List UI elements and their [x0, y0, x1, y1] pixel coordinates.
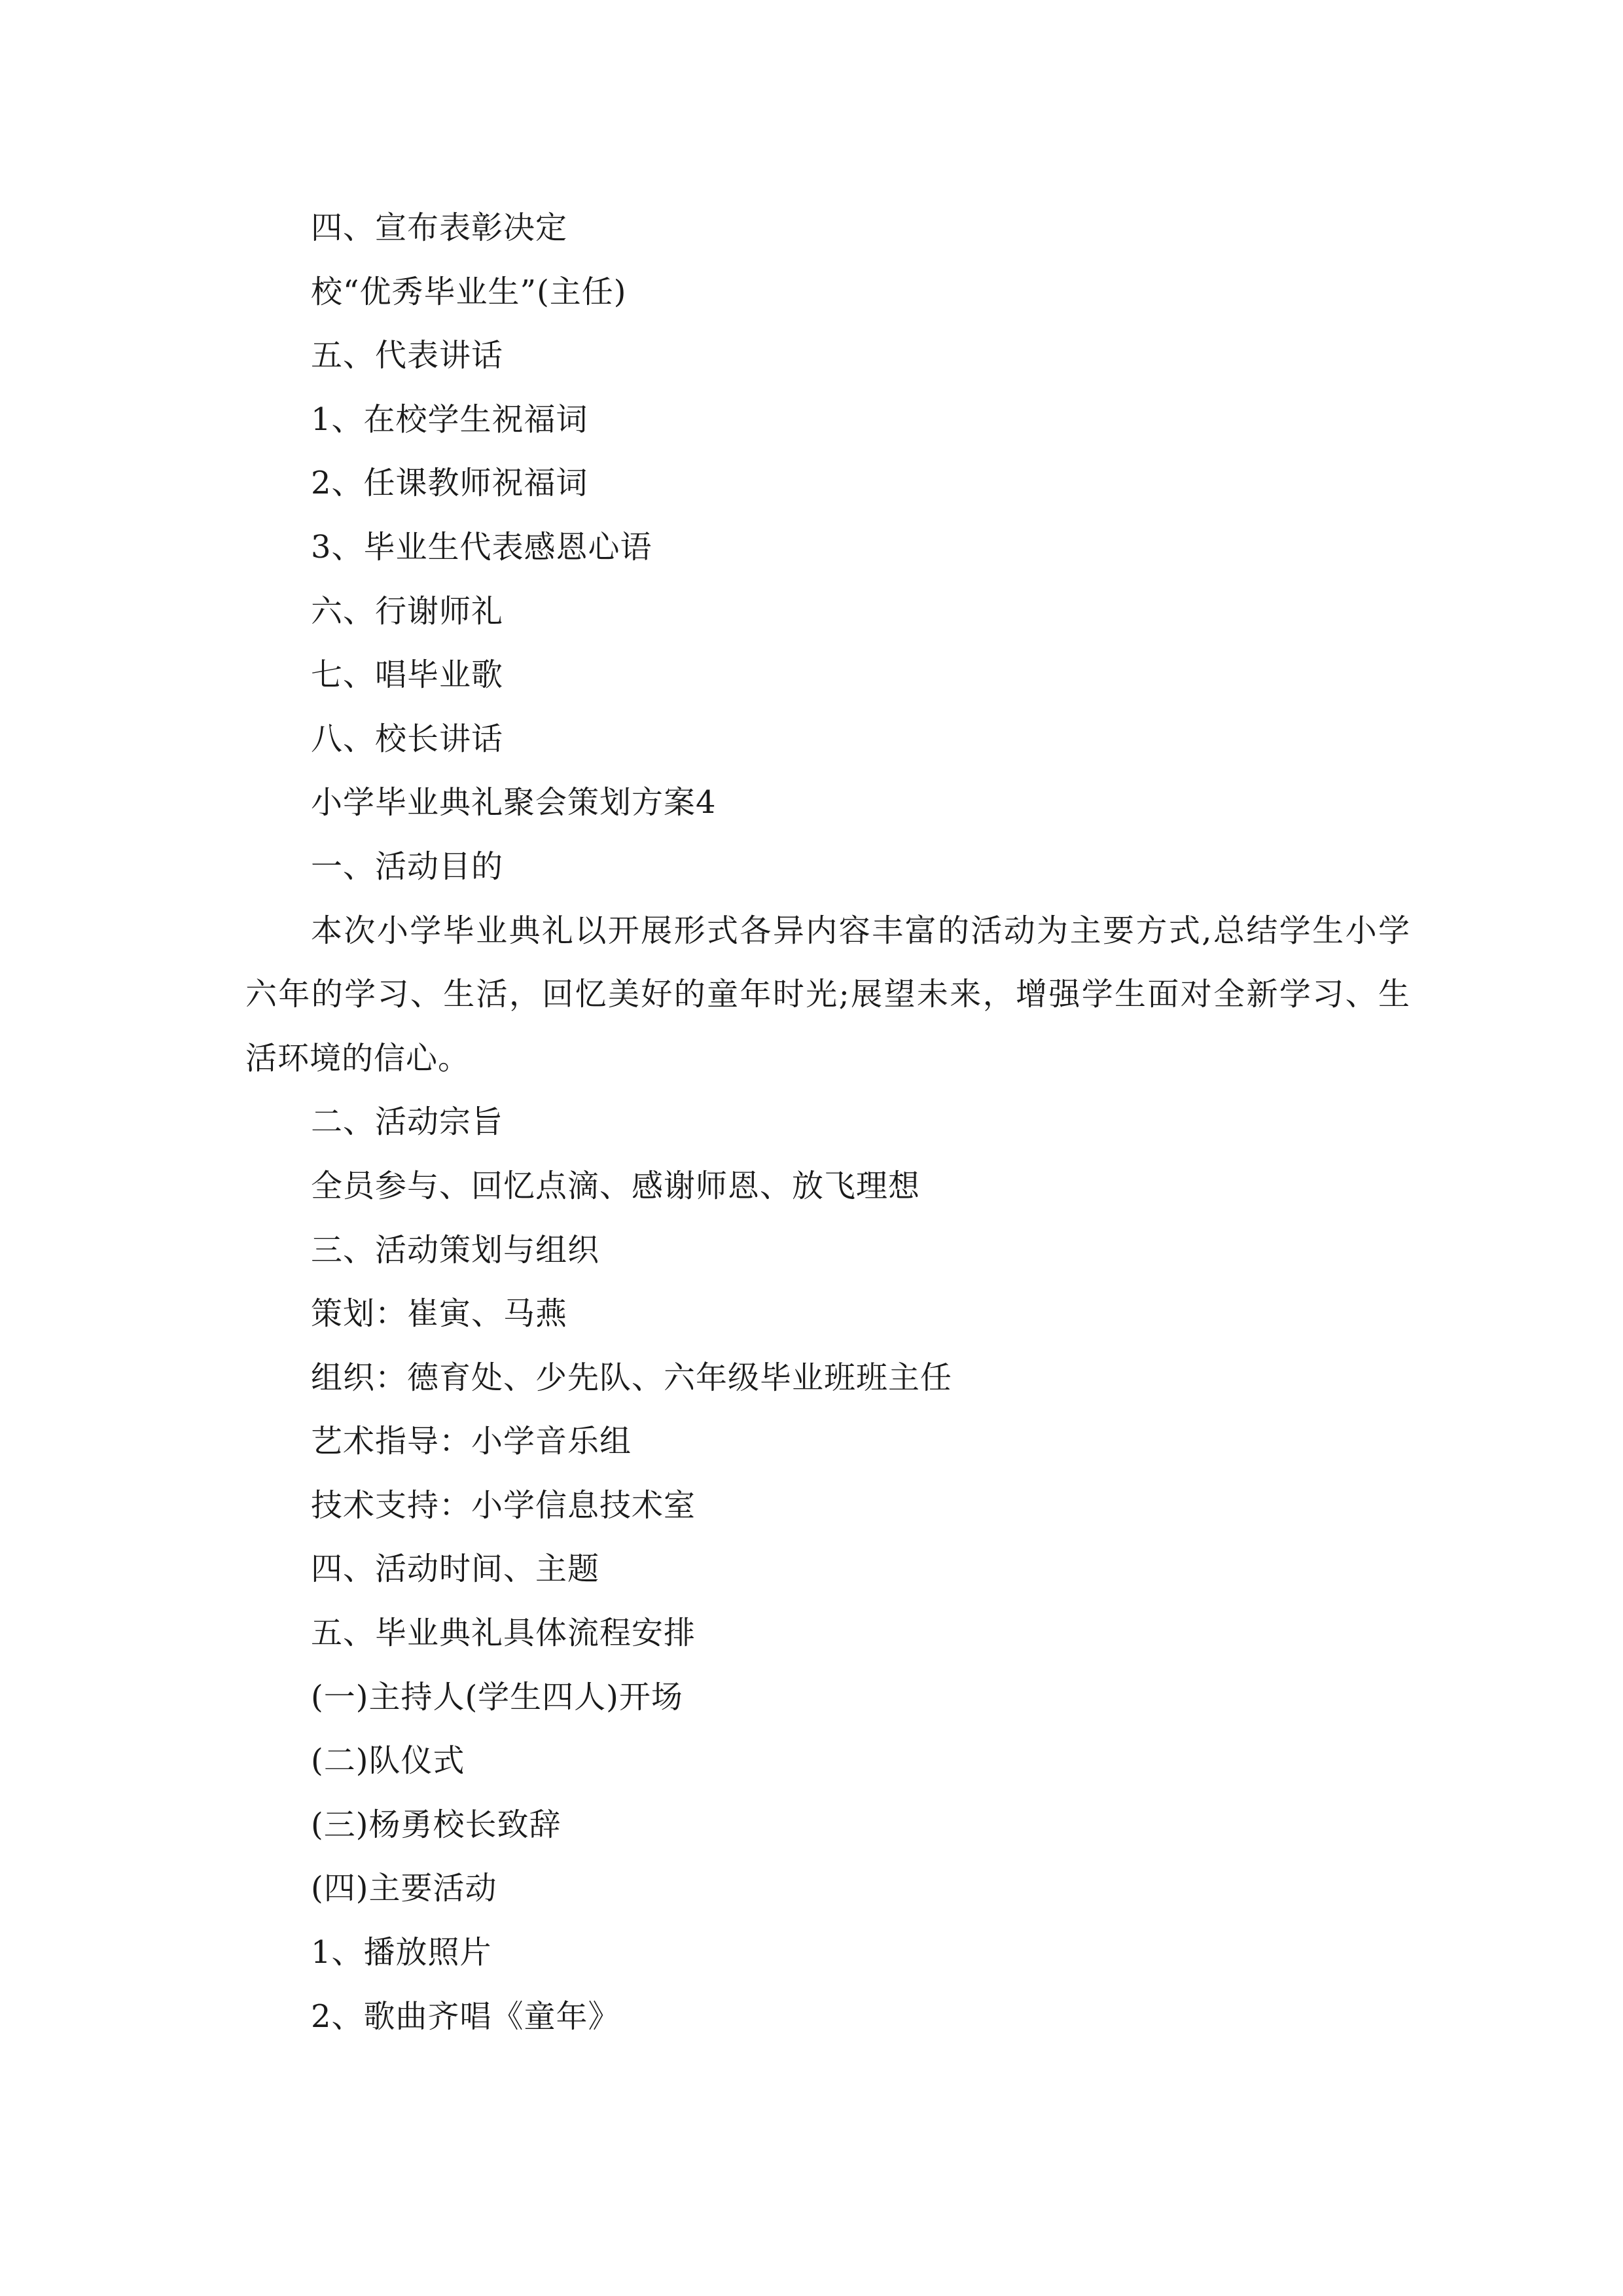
planning-item: 艺术指导：小学音乐组: [311, 1423, 632, 1460]
procedure-item: (一)主持人(学生四人)开场: [311, 1678, 683, 1715]
section-heading-announce-awards: 四、宣布表彰决定: [311, 209, 568, 246]
procedure-item: (三)杨勇校长致辞: [311, 1806, 562, 1843]
aim-text: 全员参与、回忆点滴、感谢师恩、放飞理想: [311, 1167, 921, 1204]
document-body: [245, 196, 1410, 2049]
list-item: 1、在校学生祝福词: [311, 401, 588, 438]
section-heading-principal-speech: 八、校长讲话: [311, 720, 504, 757]
section-heading-time-theme: 四、活动时间、主题: [311, 1551, 600, 1588]
list-item: 2、任课教师祝福词: [311, 465, 588, 502]
purpose-paragraph: 本次小学毕业典礼以开展形式各异内容丰富的活动为主要方式,总结学生小学六年的学习、生活，回忆美好的童年时光;展望未来，增强学生面对全新学习、生活环境的信心。: [245, 912, 1410, 1077]
plan-title: 小学毕业典礼聚会策划方案4: [311, 784, 717, 821]
section-heading-purpose: 一、活动目的: [311, 848, 504, 885]
section-heading-aim: 二、活动宗旨: [311, 1103, 504, 1141]
procedure-item: (四)主要活动: [311, 1870, 497, 1907]
section-heading-planning: 三、活动策划与组织: [311, 1231, 600, 1268]
section-heading-thank-teachers: 六、行谢师礼: [311, 592, 504, 630]
section-heading-representative-speeches: 五、代表讲话: [311, 337, 504, 374]
list-item: 2、歌曲齐唱《童年》: [311, 1998, 620, 2035]
section-heading-graduation-song: 七、唱毕业歌: [311, 656, 504, 694]
planning-item: 策划：崔寅、马燕: [311, 1295, 568, 1333]
list-item: 1、播放照片: [311, 1934, 492, 1971]
section-heading-procedure: 五、毕业典礼具体流程安排: [311, 1615, 696, 1652]
list-item: 3、毕业生代表感恩心语: [311, 528, 652, 565]
planning-item: 技术支持：小学信息技术室: [311, 1486, 696, 1524]
award-item: 校“优秀毕业生”(主任): [311, 273, 627, 310]
procedure-item: (二)队仪式: [311, 1742, 465, 1780]
planning-item: 组织：德育处、少先队、六年级毕业班班主任: [311, 1359, 953, 1396]
